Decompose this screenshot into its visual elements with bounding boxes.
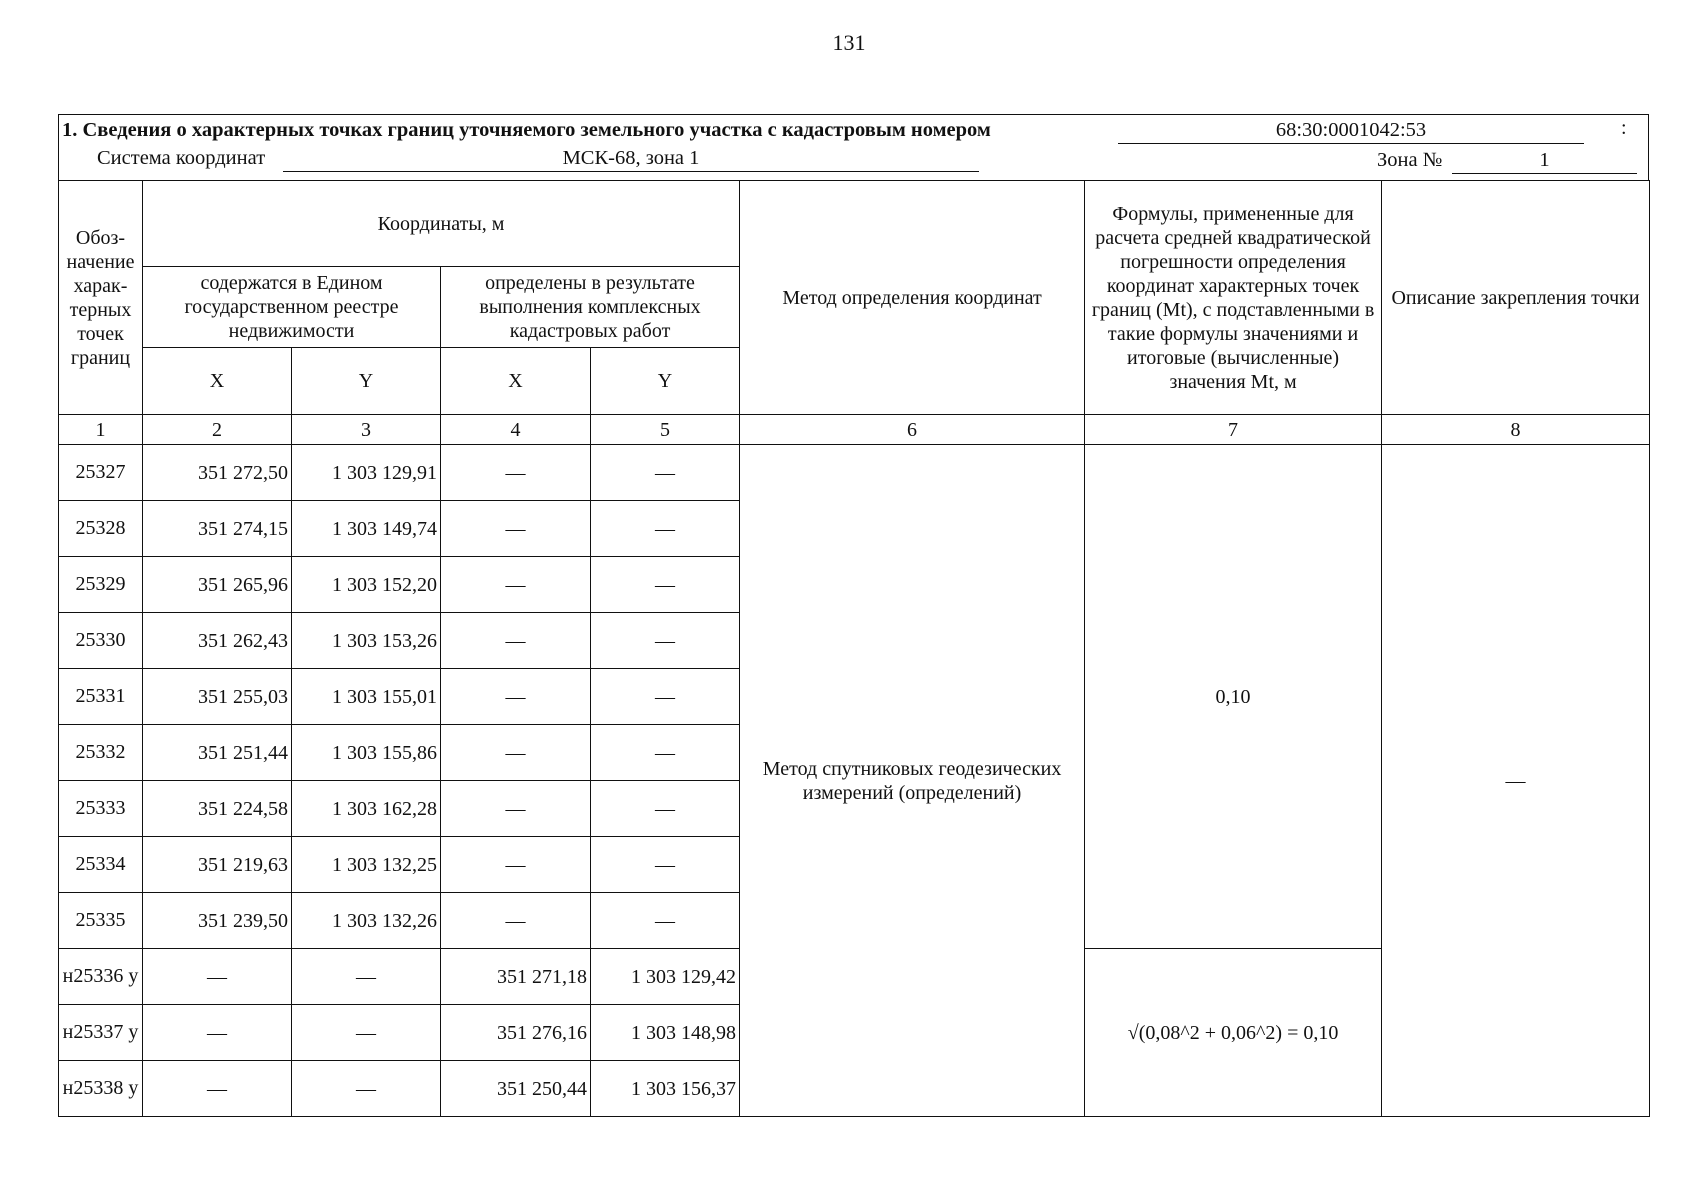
- y-determined-value: —: [591, 445, 740, 501]
- x-egrn-value: 351 255,03: [143, 669, 292, 725]
- section-title: 1. Сведения о характерных точках границ уточняемого земельного участка с кадастровым номером: [62, 119, 991, 141]
- col-header-egrn: содержатся в Едином государственном реестре недвижимости: [143, 267, 441, 348]
- method-value: Метод спутниковых геодезических измерений (определений): [740, 445, 1085, 1117]
- section-header: [58, 114, 1649, 180]
- cadastral-number: 68:30:0001042:53: [1118, 119, 1584, 144]
- x-determined-value: —: [441, 893, 591, 949]
- col-header-y-egrn: Y: [292, 348, 441, 415]
- table-row: [59, 445, 1650, 501]
- y-determined-value: 1 303 148,98: [591, 1005, 740, 1061]
- column-number: 4: [441, 415, 591, 445]
- x-egrn-value: 351 262,43: [143, 613, 292, 669]
- point-id: 25332: [59, 725, 143, 781]
- y-determined-value: 1 303 156,37: [591, 1061, 740, 1117]
- x-determined-value: 351 276,16: [441, 1005, 591, 1061]
- point-id: 25331: [59, 669, 143, 725]
- coordinate-system-value: МСК-68, зона 1: [283, 147, 979, 172]
- zone-value: 1: [1452, 149, 1637, 174]
- x-egrn-value: 351 251,44: [143, 725, 292, 781]
- x-determined-value: —: [441, 837, 591, 893]
- y-determined-value: —: [591, 781, 740, 837]
- col-header-formulas: Формулы, примененные для расчета средней квадратической погрешности определения координат характерных точек границ (Mt), с подставленными в такие формулы значениями и итоговые (вычисленные) значения Mt, м: [1085, 181, 1382, 415]
- column-numbers-row: [59, 415, 1650, 445]
- column-number: 2: [143, 415, 292, 445]
- document-form: [58, 114, 1649, 1114]
- x-determined-value: —: [441, 501, 591, 557]
- y-determined-value: —: [591, 501, 740, 557]
- y-egrn-value: 1 303 155,86: [292, 725, 441, 781]
- y-determined-value: —: [591, 837, 740, 893]
- col-header-y-determined: Y: [591, 348, 740, 415]
- x-egrn-value: 351 219,63: [143, 837, 292, 893]
- x-egrn-value: —: [143, 949, 292, 1005]
- x-determined-value: —: [441, 781, 591, 837]
- page-number: 131: [832, 30, 866, 55]
- y-egrn-value: 1 303 162,28: [292, 781, 441, 837]
- point-id: 25330: [59, 613, 143, 669]
- col-header-x-egrn: X: [143, 348, 292, 415]
- column-number: 7: [1085, 415, 1382, 445]
- x-determined-value: 351 271,18: [441, 949, 591, 1005]
- column-number: 5: [591, 415, 740, 445]
- y-determined-value: 1 303 129,42: [591, 949, 740, 1005]
- description-value: —: [1382, 445, 1650, 1117]
- point-id: н25337 у: [59, 1005, 143, 1061]
- x-determined-value: 351 250,44: [441, 1061, 591, 1117]
- cadastral-colon: :: [1621, 117, 1627, 139]
- mt-existing-value: 0,10: [1085, 445, 1382, 949]
- x-egrn-value: 351 274,15: [143, 501, 292, 557]
- point-id: н25336 у: [59, 949, 143, 1005]
- y-egrn-value: —: [292, 1061, 441, 1117]
- y-egrn-value: 1 303 129,91: [292, 445, 441, 501]
- col-header-method: Метод определения координат: [740, 181, 1085, 415]
- point-id: 25328: [59, 501, 143, 557]
- x-egrn-value: 351 224,58: [143, 781, 292, 837]
- point-id: 25329: [59, 557, 143, 613]
- col-header-coordinates: Координаты, м: [143, 181, 740, 267]
- coordinate-system-label: Система координат: [97, 147, 266, 169]
- y-determined-value: —: [591, 725, 740, 781]
- x-egrn-value: —: [143, 1061, 292, 1117]
- col-header-determined: определены в результате выполнения комплексных кадастровых работ: [441, 267, 740, 348]
- y-egrn-value: —: [292, 1005, 441, 1061]
- y-determined-value: —: [591, 893, 740, 949]
- y-determined-value: —: [591, 669, 740, 725]
- point-id: н25338 у: [59, 1061, 143, 1117]
- y-egrn-value: 1 303 155,01: [292, 669, 441, 725]
- column-number: 3: [292, 415, 441, 445]
- col-header-description: Описание закрепления точки: [1382, 181, 1650, 415]
- column-number: 1: [59, 415, 143, 445]
- point-id: 25334: [59, 837, 143, 893]
- column-number: 6: [740, 415, 1085, 445]
- x-egrn-value: 351 239,50: [143, 893, 292, 949]
- x-determined-value: —: [441, 725, 591, 781]
- y-egrn-value: 1 303 132,26: [292, 893, 441, 949]
- x-egrn-value: —: [143, 1005, 292, 1061]
- points-table: [58, 180, 1650, 1117]
- x-determined-value: —: [441, 669, 591, 725]
- y-determined-value: —: [591, 613, 740, 669]
- x-determined-value: —: [441, 613, 591, 669]
- col-header-designation: Обоз-начение харак-терных точек границ: [59, 181, 143, 415]
- y-egrn-value: 1 303 152,20: [292, 557, 441, 613]
- y-egrn-value: 1 303 153,26: [292, 613, 441, 669]
- zone-label: Зона №: [1377, 149, 1443, 171]
- x-egrn-value: 351 265,96: [143, 557, 292, 613]
- y-egrn-value: 1 303 149,74: [292, 501, 441, 557]
- y-egrn-value: 1 303 132,25: [292, 837, 441, 893]
- y-egrn-value: —: [292, 949, 441, 1005]
- x-egrn-value: 351 272,50: [143, 445, 292, 501]
- x-determined-value: —: [441, 557, 591, 613]
- point-id: 25333: [59, 781, 143, 837]
- x-determined-value: —: [441, 445, 591, 501]
- point-id: 25335: [59, 893, 143, 949]
- column-number: 8: [1382, 415, 1650, 445]
- mt-new-value: √(0,08^2 + 0,06^2) = 0,10: [1085, 949, 1382, 1117]
- point-id: 25327: [59, 445, 143, 501]
- col-header-x-determined: X: [441, 348, 591, 415]
- y-determined-value: —: [591, 557, 740, 613]
